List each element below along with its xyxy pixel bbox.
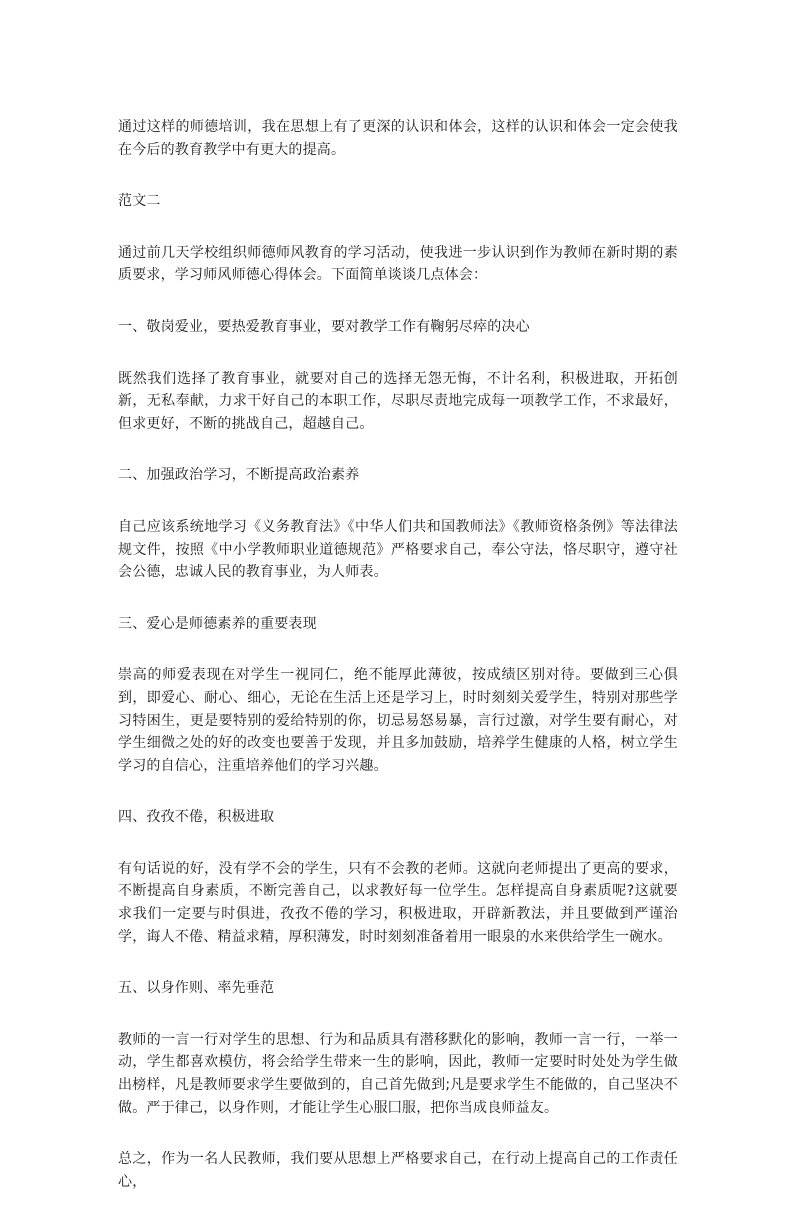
paragraph-conclusion-training: 通过这样的师德培训，我在思想上有了更深的认识和体会，这样的认识和体会一定会使我在今后的教育教学中有更大的提高。 — [118, 119, 678, 158]
paragraph-point-five: 教师的一言一行对学生的思想、行为和品质具有潜移默化的影响，教师一言一行，一举一动，学生都喜欢模仿，将会给学生带来一生的影响，因此，教师一定要时时处处为学生做出榜样，凡是教师要求学生要做到的，自己首先做到;凡是要求学生不能做的，自己坚决不做。严于律己，以身作则，才能让学生心服囗服，把你当成良师益友。 — [118, 1031, 678, 1116]
heading-point-one: 一、敬岗爱业，要热爱教育事业，要对教学工作有鞠躬尽瘁的决心 — [118, 318, 530, 335]
paragraph-summary: 总之，作为一名人民教师，我们要从思想上严格要求自己，在行动上提高自己的工作责任心， — [118, 1151, 678, 1190]
heading-point-two: 二、加强政治学习，不断提高政治素养 — [118, 467, 360, 484]
heading-point-four: 四、孜孜不倦，积极进取 — [118, 809, 275, 826]
paragraph-point-three: 崇高的师爱表现在对学生一视同仁，绝不能厚此薄彼，按成绩区别对待。要做到三心俱到，即爱心、耐心、细心，无论在生活上还是学习上，时时刻刻关爱学生，特别对那些学习特困生，更是要特别的爱给特别的你，切忌易怒易暴，言行过激，对学生要有耐心，对学生细微之处的好的改变也要善于发现，并且多加鼓励，培养学生健康的人格，树立学生学习的自信心，注重培养他们的学习兴趣。 — [118, 667, 678, 774]
section-title-sample-two: 范文二 — [118, 193, 161, 210]
paragraph-point-one: 既然我们选择了教育事业，就要对自己的选择无怨无悔，不计名利，积极进取，开拓创新，无私奉献，力求干好自己的本职工作，尽职尽责地完成每一项教学工作，不求最好，但求更好，不断的挑战自己，超越自己。 — [118, 370, 678, 432]
heading-point-three: 三、爱心是师德素养的重要表现 — [118, 615, 317, 632]
paragraph-point-two: 自己应该系统地学习《义务教育法》《中华人们共和国教师法》《教师资格条例》等法律法规文件，按照《中小学教师职业道德规范》严格要求自己，奉公守法，恪尽职守，遵守社会公德，忠诚人民的教育事业，为人师表。 — [118, 518, 678, 581]
paragraph-point-four: 有句话说的好，没有学不会的学生，只有不会教的老师。这就向老师提出了更高的要求，不断提高自身素质，不断完善自己，以求教好每一位学生。怎样提高自身素质呢?这就要求我们一定要与时俱进，孜孜不倦的学习，积极进取，开辟新教法，并且要做到严谨治学，诲人不倦、精益求精，厚积薄发，时时刻刻准备着用一眼泉的水来供给学生一碗水。 — [118, 860, 678, 945]
document-body — [118, 116, 678, 1222]
heading-point-five: 五、以身作则、率先垂范 — [118, 980, 275, 997]
paragraph-intro: 通过前几天学校组织师德师风教育的学习活动，使我进一步认识到作为教师在新时期的素质要求，学习师风师德心得体会。下面简单谈谈几点体会： — [118, 244, 678, 284]
